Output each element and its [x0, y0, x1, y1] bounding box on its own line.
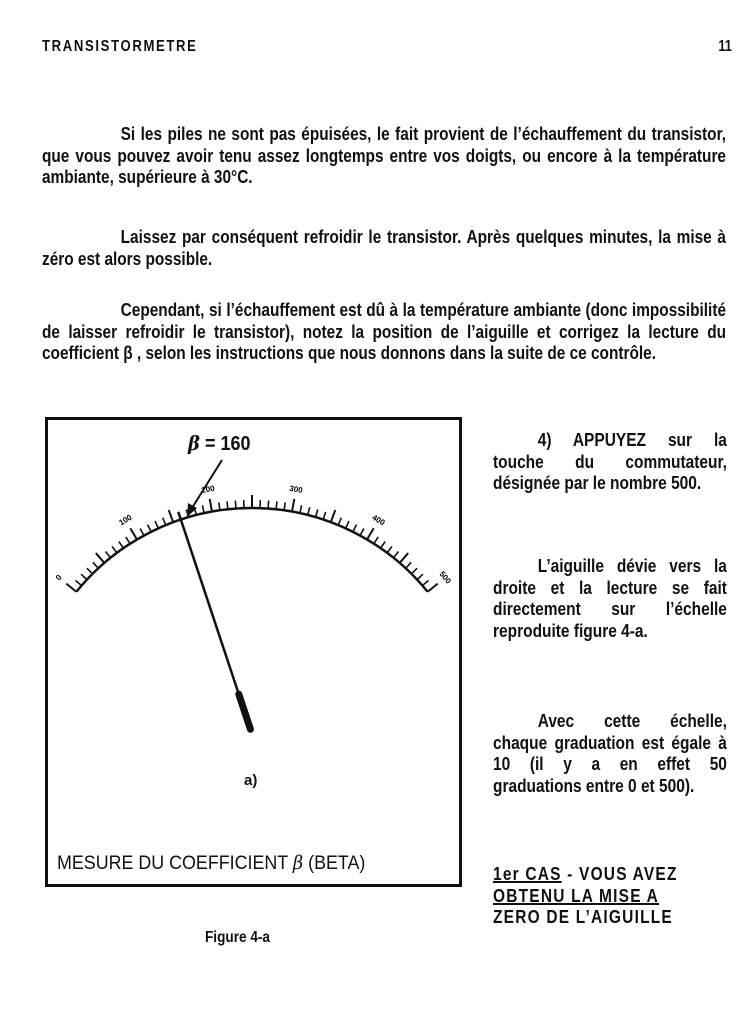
scale-labels	[54, 484, 453, 586]
running-header-title: TRANSISTORMETRE	[42, 38, 198, 55]
case-heading-line: ZERO DE L’AIGUILLE	[493, 907, 673, 928]
scale-label: 300	[288, 483, 304, 496]
needle-reading-label	[188, 431, 251, 456]
step-4-paragraph	[493, 430, 727, 495]
paragraph-text: Cependant, si l’échauffement est dû à la température ambiante (donc impossibilité de laisser refroidir le transistor), notez la position de l’aiguille et corrigez la lecture du coefficient β , selon les instructions que nous donnons dans la suite de ce contrôle.	[42, 300, 726, 363]
scale-label: 0	[53, 573, 64, 583]
subfigure-label: a)	[244, 772, 258, 789]
figure-caption: Figure 4-a	[205, 929, 270, 946]
major-tick	[210, 499, 212, 512]
paragraph-text: Si les piles ne sont pas épuisées, le fait provient de l’échauffement du transistor, que vous pouvez avoir tenu assez longtemps entre vos doigts, ou encore à la température ambiante, supérieure à 30°C.	[42, 124, 726, 187]
major-tick	[367, 528, 374, 539]
graduation-paragraph	[493, 711, 727, 797]
scale-label: 200	[200, 483, 216, 496]
case-heading-line	[493, 886, 727, 908]
scale-label: 400	[370, 512, 387, 528]
paragraph-text: Laissez par conséquent refroidir le transistor. Après quelques minutes, la mise à zéro est alors possible.	[42, 227, 726, 269]
needle-explanation-paragraph	[493, 556, 727, 642]
needle-reading-value: = 160	[204, 433, 251, 455]
page-number: 11	[718, 38, 732, 55]
case-text: - VOUS AVEZ	[561, 864, 678, 884]
reading-arrow	[192, 460, 222, 508]
case-text: OBTENU LA MISE A	[493, 885, 660, 906]
major-tick	[331, 510, 336, 522]
beta-symbol: β	[292, 852, 304, 874]
case-heading-line	[493, 864, 727, 886]
paragraph-text: L’aiguille dévie vers la droite et la lecture se fait directement sur l’échelle reproduite figure 4-a.	[493, 556, 727, 641]
case-1-heading	[493, 864, 727, 929]
major-tick	[169, 510, 174, 522]
major-tick	[66, 584, 76, 592]
major-tick	[96, 553, 104, 563]
case-label: 1er CAS	[493, 864, 562, 884]
meter-needle-counterweight	[239, 694, 251, 729]
paragraph-text: 4) APPUYEZ sur la touche du commutateur, désignée par le nombre 500.	[493, 430, 727, 494]
scale-label: 500	[437, 569, 453, 586]
meter-caption	[57, 852, 365, 875]
scale-label: 100	[117, 512, 134, 528]
beta-symbol: β	[188, 431, 200, 455]
major-tick	[400, 553, 408, 563]
scale-ticks	[66, 495, 437, 592]
major-tick	[428, 584, 438, 592]
major-tick	[292, 499, 294, 512]
paragraph-text: Avec cette échelle, chaque graduation est égale à 10 (il y a en effet 50 graduations entre 0 et 500).	[493, 711, 727, 796]
meter-caption-text: MESURE DU COEFFICIENT	[57, 853, 293, 874]
major-tick	[130, 528, 137, 539]
meter-caption-text: (BETA)	[303, 853, 366, 874]
